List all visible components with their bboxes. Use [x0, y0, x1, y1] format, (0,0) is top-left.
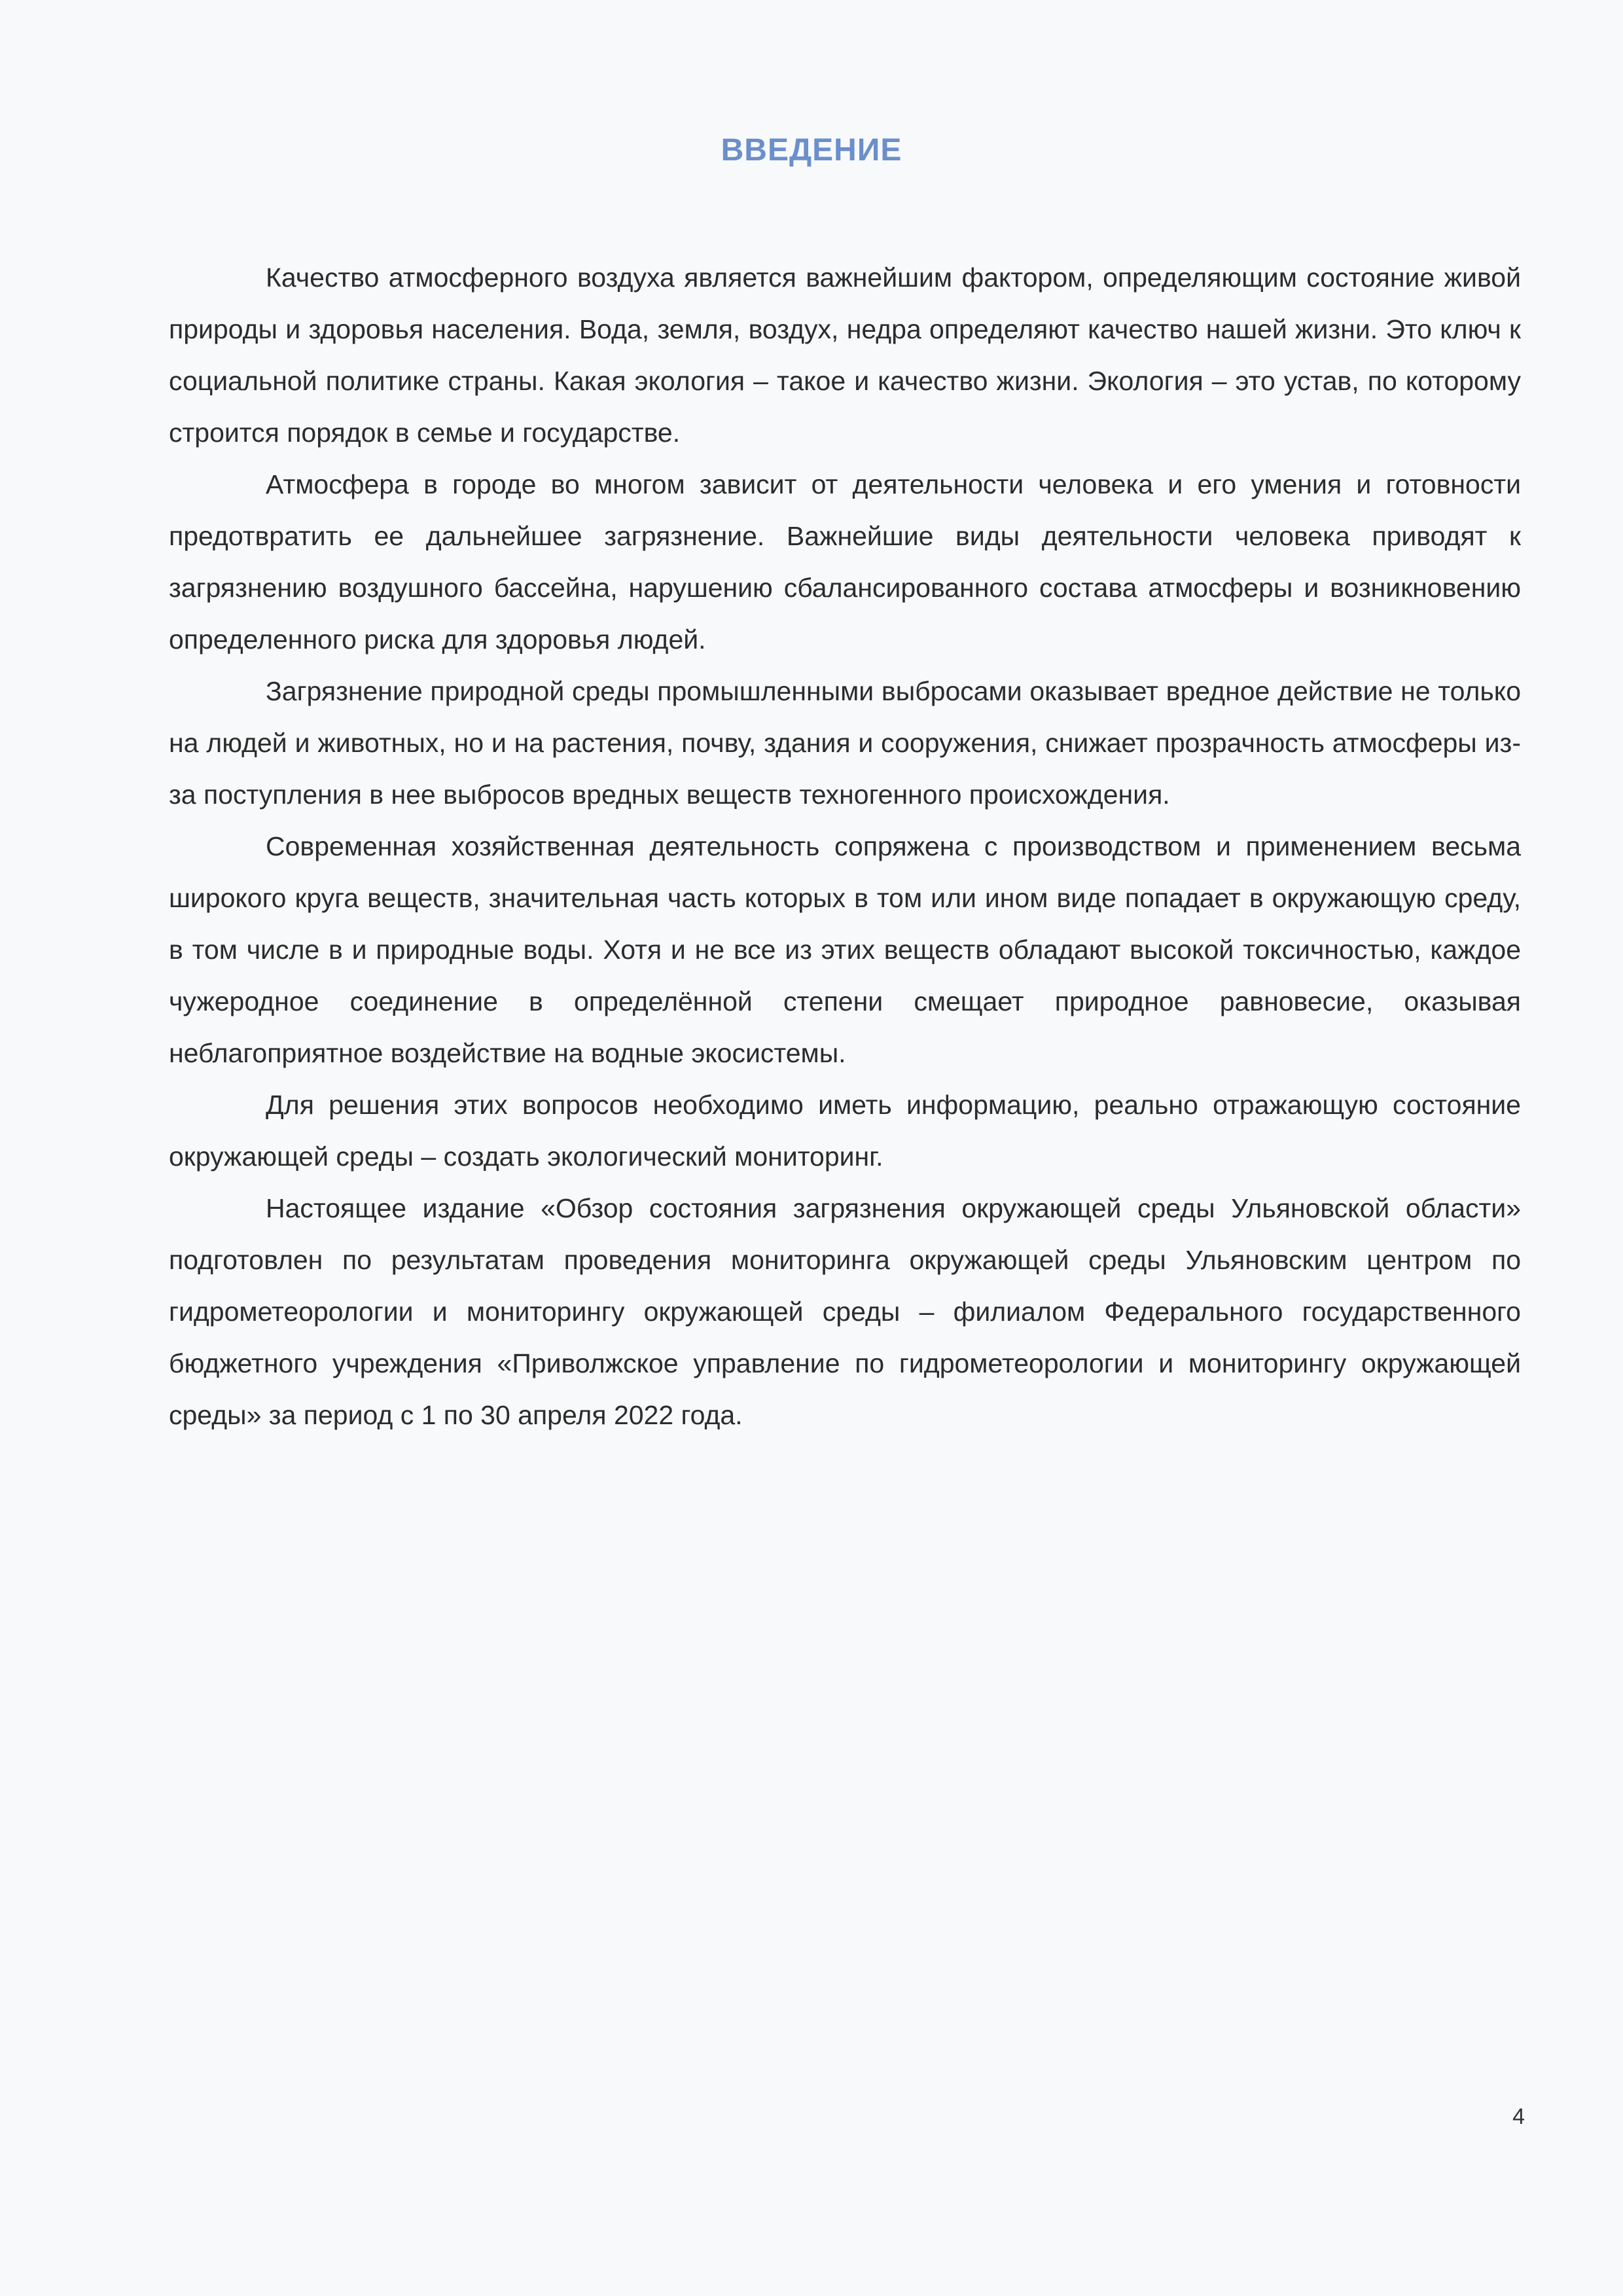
paragraph-industrial-pollution: Загрязнение природной среды промышленными выбросами оказывает вредное действие не только на людей и животных, но и на растения, почву, здания и сооружения, снижает прозрачность атмосферы из-за поступления в нее выбросов вредных веществ техногенного происхождения.: [169, 676, 1521, 810]
page-title: ВВЕДЕНИЕ: [721, 133, 902, 168]
body-text: [169, 252, 1521, 1441]
paragraph-monitoring-need: Для решения этих вопросов необходимо иметь информацию, реально отражающую состояние окружающей среды – создать экологический мониторинг.: [169, 1090, 1521, 1172]
page-number: 4: [1512, 2104, 1525, 2129]
paragraph-city-atmosphere: Атмосфера в городе во многом зависит от деятельности человека и его умения и готовности предотвратить ее дальнейшее загрязнение. Важнейшие виды деятельности человека приводят к загрязнению воздушного бассейна, нарушению сбалансированного состава атмосферы и возникновению определенного риска для здоровья людей.: [169, 469, 1521, 655]
paragraph-economic-activity: Современная хозяйственная деятельность сопряжена с производством и применением весьма широкого круга веществ, значительная часть которых в том или ином виде попадает в окружающую среду, в том числе в и природные воды. Хотя и не все из этих веществ обладают высокой токсичностью, каждое чужеродное соединение в определённой степени смещает природное равновесие, оказывая неблагоприятное воздействие на водные экосистемы.: [169, 831, 1521, 1068]
paragraph-publication-info: Настоящее издание «Обзор состояния загрязнения окружающей среды Ульяновской области» подготовлен по результатам проведения мониторинга окружающей среды Ульяновским центром по гидрометеорологии и мониторингу окружающей среды – филиалом Федерального государственного бюджетного учреждения «Приволжское управление по гидрометеорологии и мониторингу окружающей среды» за период с 1 по 30 апреля 2022 года.: [169, 1193, 1521, 1430]
paragraph-air-quality: Качество атмосферного воздуха является важнейшим фактором, определяющим состояние живой природы и здоровья населения. Вода, земля, воздух, недра определяют качество нашей жизни. Это ключ к социальной политике страны. Какая экология – такое и качество жизни. Экология – это устав, по которому строится порядок в семье и государстве.: [169, 262, 1521, 448]
